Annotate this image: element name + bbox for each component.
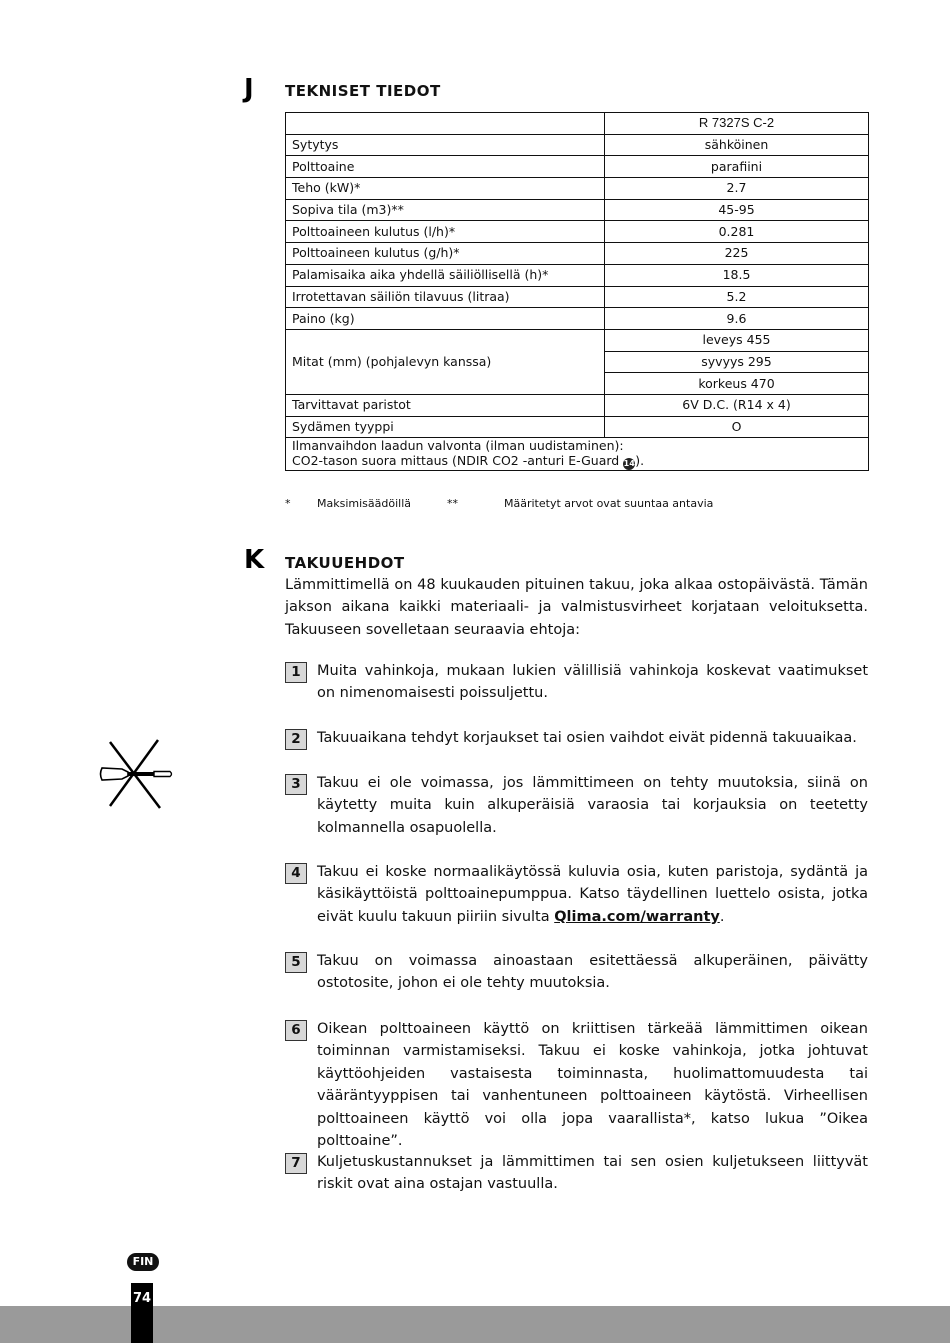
table-cell-empty bbox=[286, 113, 605, 135]
row-value: 5.2 bbox=[605, 286, 869, 308]
row-value: 0.281 bbox=[605, 221, 869, 243]
table-row bbox=[286, 329, 869, 351]
section-title-technical-data: TEKNISET TIEDOT bbox=[285, 82, 441, 100]
crossed-screwdriver-icon bbox=[98, 738, 174, 810]
item-text-end: . bbox=[719, 908, 725, 925]
row-label: Palamisaika aika yhdellä säiliöllisellä (h)* bbox=[286, 264, 605, 286]
row-label: Irrotettavan säiliön tilavuus (litraa) bbox=[286, 286, 605, 308]
row-label: Sytytys bbox=[286, 134, 605, 156]
ventilation-end: ). bbox=[635, 453, 645, 469]
section-letter-k: K bbox=[244, 545, 265, 575]
ventilation-line-2 bbox=[292, 453, 862, 470]
row-label: Tarvittavat paristot bbox=[286, 394, 605, 416]
table-row bbox=[286, 243, 869, 265]
row-value: 225 bbox=[605, 243, 869, 265]
row-value: sähköinen bbox=[605, 134, 869, 156]
row-label: Polttoaineen kulutus (l/h)* bbox=[286, 221, 605, 243]
table-row bbox=[286, 113, 869, 135]
footnote-mark-1: * bbox=[285, 497, 291, 510]
item-number: 6 bbox=[285, 1020, 307, 1041]
footnotes bbox=[285, 497, 885, 511]
row-label: Polttoaineen kulutus (g/h)* bbox=[286, 243, 605, 265]
spec-table bbox=[285, 112, 869, 471]
table-row bbox=[286, 264, 869, 286]
page-number: 74 bbox=[131, 1283, 153, 1343]
table-row bbox=[286, 199, 869, 221]
item-number: 4 bbox=[285, 863, 307, 884]
warranty-intro: Lämmittimellä on 48 kuukauden pituinen takuu, joka alkaa ostopäivästä. Tämän jakson aikana kaikki materiaali- ja valmistusvirheet korjataan veloituksetta. Takuuseen sovelletaan seuraavia ehtoja: bbox=[285, 577, 868, 638]
item-number: 5 bbox=[285, 952, 307, 973]
row-label: Sydämen tyyppi bbox=[286, 416, 605, 438]
section-letter-j: J bbox=[244, 74, 254, 104]
table-row bbox=[286, 416, 869, 438]
table-row bbox=[286, 308, 869, 330]
item-text: Muita vahinkoja, mukaan lukien välillisiä vahinkoja koskevat vaatimukset on nimenomaisesti poissuljettu. bbox=[317, 663, 868, 702]
item-text-body: Takuu ei koske normaalikäytössä kuluvia osia, kuten paristoja, sydäntä ja käsikäyttöistä polttoainepumppua. Katso täydellinen luettelo osista, jotka eivät kuulu takuun piiriin sivulta bbox=[317, 864, 868, 925]
dimensions-label: Mitat (mm) (pohjalevyn kanssa) bbox=[286, 329, 605, 394]
footnote-text-2: Määritetyt arvot ovat suuntaa antavia bbox=[504, 497, 714, 510]
item-number: 3 bbox=[285, 774, 307, 795]
item-text: Takuu on voimassa ainoastaan esitettäessä alkuperäinen, päivätty ostotosite, johon ei ole tehty muutoksia. bbox=[317, 953, 868, 992]
item-text: Takuuaikana tehdyt korjaukset tai osien vaihdot eivät pidennä takuuaikaa. bbox=[317, 730, 857, 746]
table-row bbox=[286, 178, 869, 200]
dimension-width: leveys 455 bbox=[605, 329, 869, 351]
table-row bbox=[286, 156, 869, 178]
reference-number-badge: 14 bbox=[623, 459, 635, 469]
item-text: Oikean polttoaineen käyttö on kriittisen tärkeää lämmittimen oikean toiminnan varmistamiseksi. Takuu ei koske vahinkoja, jotka johtuvat käyttöohjeiden vastaisesta toiminnasta, huolimattomuudesta tai vääräntyyppisen tai vanhentuneen polttoaineen käytöstä. Virheellisen polttoaineen käyttö voi olla jopa vaarallista*, katso lukua ”Oikea polttoaine”. bbox=[317, 1021, 868, 1150]
ventilation-text: CO2-tason suora mittaus (NDIR CO2 -anturi E-Guard bbox=[292, 453, 620, 469]
row-label: Sopiva tila (m3)** bbox=[286, 199, 605, 221]
item-number: 7 bbox=[285, 1153, 307, 1174]
footnote-text-1: Maksimisäädöillä bbox=[317, 497, 411, 510]
row-label: Teho (kW)* bbox=[286, 178, 605, 200]
item-number: 1 bbox=[285, 662, 307, 683]
section-title-warranty: TAKUUEHDOT bbox=[285, 554, 405, 572]
row-value: 18.5 bbox=[605, 264, 869, 286]
row-label: Polttoaine bbox=[286, 156, 605, 178]
language-badge: FIN bbox=[127, 1253, 159, 1271]
ventilation-cell bbox=[286, 438, 869, 471]
item-number: 2 bbox=[285, 729, 307, 750]
row-value: 2.7 bbox=[605, 178, 869, 200]
ventilation-line-1: Ilmanvaihdon laadun valvonta (ilman uudistaminen): bbox=[292, 438, 624, 454]
model-name: R 7327S C-2 bbox=[605, 113, 869, 135]
row-value: O bbox=[605, 416, 869, 438]
row-value: 45-95 bbox=[605, 199, 869, 221]
dimension-height: korkeus 470 bbox=[605, 373, 869, 395]
table-row bbox=[286, 394, 869, 416]
row-label: Paino (kg) bbox=[286, 308, 605, 330]
item-text: Kuljetuskustannukset ja lämmittimen tai sen osien kuljetukseen liittyvät riskit ovat aina ostajan vastuulla. bbox=[317, 1154, 868, 1193]
dimension-depth: syvyys 295 bbox=[605, 351, 869, 373]
item-text: Takuu ei ole voimassa, jos lämmittimeen on tehty muutoksia, siinä on käytetty muita kuin alkuperäisiä varaosia tai korjauksia on teetetty kolmannella osapuolella. bbox=[317, 775, 868, 836]
item-text bbox=[317, 861, 868, 928]
table-row bbox=[286, 134, 869, 156]
table-row bbox=[286, 286, 869, 308]
row-value: 6V D.C. (R14 x 4) bbox=[605, 394, 869, 416]
warranty-link[interactable]: Qlima.com/warranty bbox=[554, 908, 720, 925]
table-row bbox=[286, 438, 869, 471]
footnote-mark-2: ** bbox=[447, 497, 458, 510]
row-value: parafiini bbox=[605, 156, 869, 178]
table-row bbox=[286, 221, 869, 243]
row-value: 9.6 bbox=[605, 308, 869, 330]
